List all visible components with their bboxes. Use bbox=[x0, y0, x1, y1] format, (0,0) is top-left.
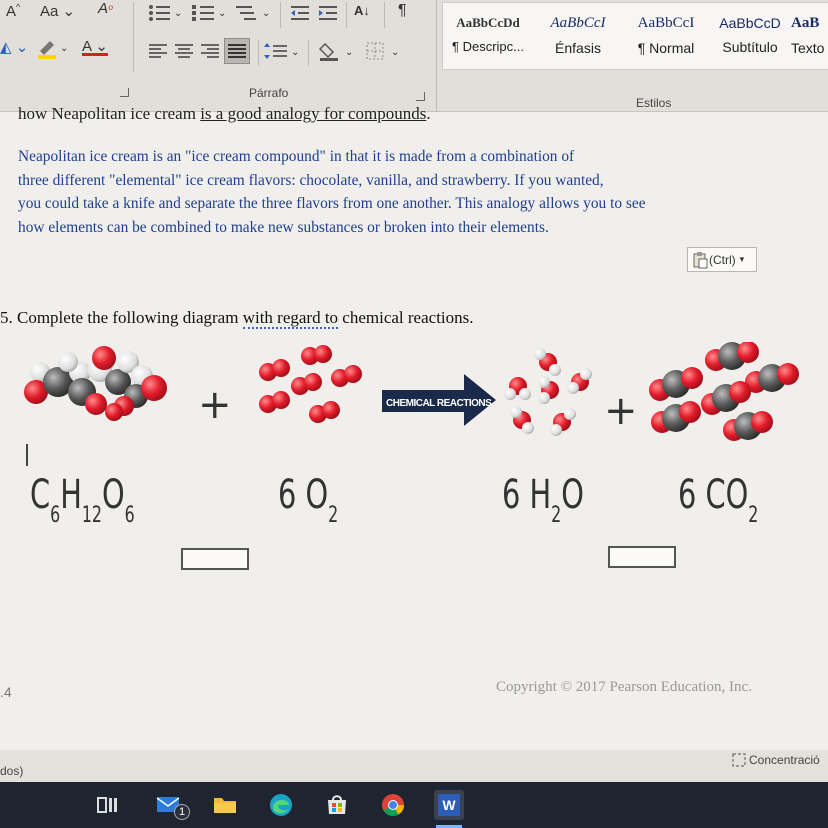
glucose-molecule bbox=[24, 346, 167, 421]
change-case-button[interactable]: Aa ⌄ bbox=[40, 3, 76, 20]
bullets-icon bbox=[147, 2, 187, 24]
style-subtitulo[interactable] bbox=[711, 3, 789, 69]
style-texto[interactable] bbox=[791, 3, 828, 69]
align-right-button[interactable] bbox=[198, 40, 222, 62]
style-normal[interactable] bbox=[623, 3, 709, 69]
styles-group-label: Estilos bbox=[636, 96, 672, 110]
style-name: ¶ Descripc... bbox=[452, 39, 524, 54]
store-icon[interactable] bbox=[322, 790, 352, 820]
paragraph-group-label: Párrafo bbox=[249, 86, 289, 100]
shading-button[interactable] bbox=[318, 40, 360, 62]
highlighter-icon bbox=[36, 37, 72, 59]
highlight-color-button[interactable] bbox=[34, 36, 74, 60]
focus-mode-button[interactable] bbox=[732, 753, 820, 767]
mail-icon[interactable] bbox=[154, 790, 184, 820]
svg-text:⌄: ⌄ bbox=[218, 8, 227, 19]
decrease-indent-button[interactable] bbox=[288, 2, 312, 24]
cut-line-period: . bbox=[426, 104, 431, 123]
word-label: W bbox=[438, 794, 460, 816]
paste-options-label: (Ctrl) bbox=[709, 252, 736, 267]
formula-oxygen bbox=[278, 472, 338, 528]
water-molecules bbox=[504, 348, 592, 436]
formula-subscript: 2 bbox=[328, 503, 339, 528]
formula-part: O bbox=[561, 472, 584, 518]
formula-part: C bbox=[30, 472, 51, 518]
previous-question-line bbox=[18, 104, 431, 124]
align-left-button[interactable] bbox=[146, 40, 170, 62]
word-icon[interactable] bbox=[434, 790, 464, 820]
grow-font-button[interactable]: A^ bbox=[6, 2, 21, 20]
style-name: Texto bbox=[791, 40, 825, 56]
taskbar bbox=[0, 782, 828, 828]
paragraph-line: how elements can be combined to make new substances or broken into their elements. bbox=[18, 218, 549, 236]
styles-gallery bbox=[442, 2, 828, 70]
clear-format-button[interactable]: Aᵒ bbox=[98, 0, 113, 17]
formula-glucose bbox=[30, 472, 135, 528]
formula-subscript: 2 bbox=[551, 503, 562, 528]
change-case-label: Aa bbox=[40, 3, 59, 20]
reactants-answer-box[interactable] bbox=[181, 548, 249, 570]
formula-subscript: 12 bbox=[81, 503, 103, 528]
formula-carbon-dioxide bbox=[678, 472, 758, 528]
products-answer-box[interactable] bbox=[608, 546, 676, 568]
sort-label: A↓ bbox=[354, 3, 370, 18]
style-name: Subtítulo bbox=[722, 39, 778, 55]
status-text: dos) bbox=[0, 764, 24, 778]
justify-icon bbox=[227, 43, 247, 59]
formula-part: 6 H bbox=[502, 472, 552, 518]
status-bar bbox=[0, 750, 828, 782]
style-sample: AaBbCcI bbox=[637, 15, 695, 31]
mail-badge: 1 bbox=[174, 804, 190, 820]
text-cursor bbox=[26, 444, 28, 466]
justify-button[interactable] bbox=[224, 38, 250, 64]
align-right-icon bbox=[200, 43, 220, 59]
formula-subscript: 6 bbox=[124, 503, 135, 528]
paragraph-line: Neapolitan ice cream is an "ice cream compound" in that it is made from a combination of bbox=[18, 148, 575, 165]
multilevel-list-icon bbox=[235, 2, 275, 24]
formula-part: 6 CO bbox=[678, 472, 749, 518]
chevron-down-icon: ▾ bbox=[739, 254, 745, 264]
ribbon-separator bbox=[436, 0, 437, 112]
font-dialog-launcher[interactable] bbox=[120, 88, 129, 97]
paragraph-dialog-launcher[interactable] bbox=[416, 92, 425, 101]
ribbon-separator bbox=[133, 2, 134, 72]
cut-line-text: how Neapolitan ice cream bbox=[18, 104, 201, 123]
numbering-button[interactable] bbox=[190, 0, 232, 26]
question-number: 5. bbox=[0, 308, 13, 327]
style-sample: AaB bbox=[791, 15, 820, 31]
style-enfasis[interactable] bbox=[535, 3, 621, 69]
svg-text:⌄: ⌄ bbox=[60, 43, 69, 54]
borders-button[interactable] bbox=[364, 40, 406, 62]
file-explorer-icon[interactable] bbox=[210, 790, 240, 820]
align-left-icon bbox=[148, 43, 168, 59]
edge-icon[interactable] bbox=[266, 790, 296, 820]
ribbon-separator bbox=[308, 40, 309, 66]
plus-sign-right: + bbox=[604, 388, 638, 434]
chrome-icon[interactable] bbox=[378, 790, 408, 820]
increase-indent-icon bbox=[317, 3, 339, 23]
clipboard-icon bbox=[691, 251, 709, 269]
question-5 bbox=[0, 308, 474, 328]
ribbon-separator bbox=[346, 2, 347, 28]
style-descripcion[interactable] bbox=[443, 3, 533, 69]
paste-options-button[interactable] bbox=[687, 247, 757, 272]
borders-icon bbox=[365, 41, 405, 61]
numbering-icon bbox=[191, 2, 231, 24]
decrease-indent-icon bbox=[289, 3, 311, 23]
focus-mode-label: Concentració bbox=[749, 753, 820, 767]
focus-icon bbox=[732, 753, 746, 767]
multilevel-list-button[interactable] bbox=[234, 0, 276, 26]
align-center-icon bbox=[174, 43, 194, 59]
ribbon-separator bbox=[384, 2, 385, 28]
font-color-label: A bbox=[82, 38, 92, 55]
task-view-icon[interactable] bbox=[92, 790, 122, 820]
ribbon-separator bbox=[280, 2, 281, 28]
svg-text:⌄: ⌄ bbox=[391, 47, 400, 58]
copyright-notice: Copyright © 2017 Pearson Education, Inc. bbox=[496, 679, 752, 695]
line-spacing-icon bbox=[263, 41, 301, 61]
formula-subscript: 2 bbox=[748, 503, 759, 528]
bullets-button[interactable] bbox=[146, 0, 188, 26]
svg-text:⌄: ⌄ bbox=[345, 47, 354, 58]
formula-part: H bbox=[60, 472, 82, 518]
formula-part: O bbox=[102, 472, 125, 518]
sort-button[interactable] bbox=[354, 3, 370, 18]
question-text-end: chemical reactions. bbox=[338, 308, 474, 327]
style-name: ¶ Normal bbox=[637, 40, 695, 56]
style-name: Énfasis bbox=[555, 40, 601, 56]
carbon-dioxide-molecules bbox=[649, 342, 799, 441]
svg-text:⌄: ⌄ bbox=[291, 47, 300, 58]
cut-line-underlined: is a good analogy for compounds bbox=[200, 104, 427, 123]
style-sample: AaBbCcI bbox=[550, 15, 606, 31]
increase-indent-button[interactable] bbox=[316, 2, 340, 24]
paragraph-line: you could take a knife and separate the three flavors from one another. This analogy allows you to see bbox=[18, 195, 646, 212]
svg-text:⌄: ⌄ bbox=[262, 8, 271, 19]
oxygen-molecules bbox=[259, 345, 362, 423]
arrow-label: CHEMICAL REACTIONS bbox=[386, 398, 492, 409]
show-formatting-button[interactable] bbox=[398, 2, 407, 20]
formula-water bbox=[502, 472, 584, 528]
style-sample: AaBbCcD bbox=[719, 15, 781, 31]
document-page[interactable] bbox=[0, 104, 828, 768]
page-number: .4 bbox=[0, 684, 12, 700]
grammar-flagged-text[interactable]: with regard to bbox=[242, 308, 339, 327]
formula-part: 6 O bbox=[278, 472, 329, 518]
style-sample: AaBbCcDd bbox=[456, 15, 520, 30]
align-center-button[interactable] bbox=[172, 40, 196, 62]
ribbon bbox=[0, 0, 828, 112]
pilcrow-label: ¶ bbox=[398, 2, 407, 19]
svg-text:⌄: ⌄ bbox=[174, 8, 183, 19]
answer-paragraph bbox=[18, 145, 828, 239]
grow-font-label: A bbox=[6, 3, 17, 20]
formula-subscript: 6 bbox=[50, 503, 61, 528]
paragraph-line: three different "elemental" ice cream flavors: chocolate, vanilla, and strawberry. If you wanted, bbox=[18, 171, 604, 189]
plus-sign-left: + bbox=[198, 382, 232, 428]
clear-format-label: A bbox=[98, 0, 109, 17]
text-effects-icon[interactable]: ◭ ⌄ bbox=[0, 39, 29, 56]
ribbon-separator bbox=[258, 40, 259, 66]
font-color-button[interactable]: A ⌄ bbox=[82, 38, 108, 55]
question-text: Complete the following diagram bbox=[12, 308, 243, 327]
line-spacing-button[interactable] bbox=[262, 40, 302, 62]
paint-bucket-icon bbox=[319, 41, 359, 61]
